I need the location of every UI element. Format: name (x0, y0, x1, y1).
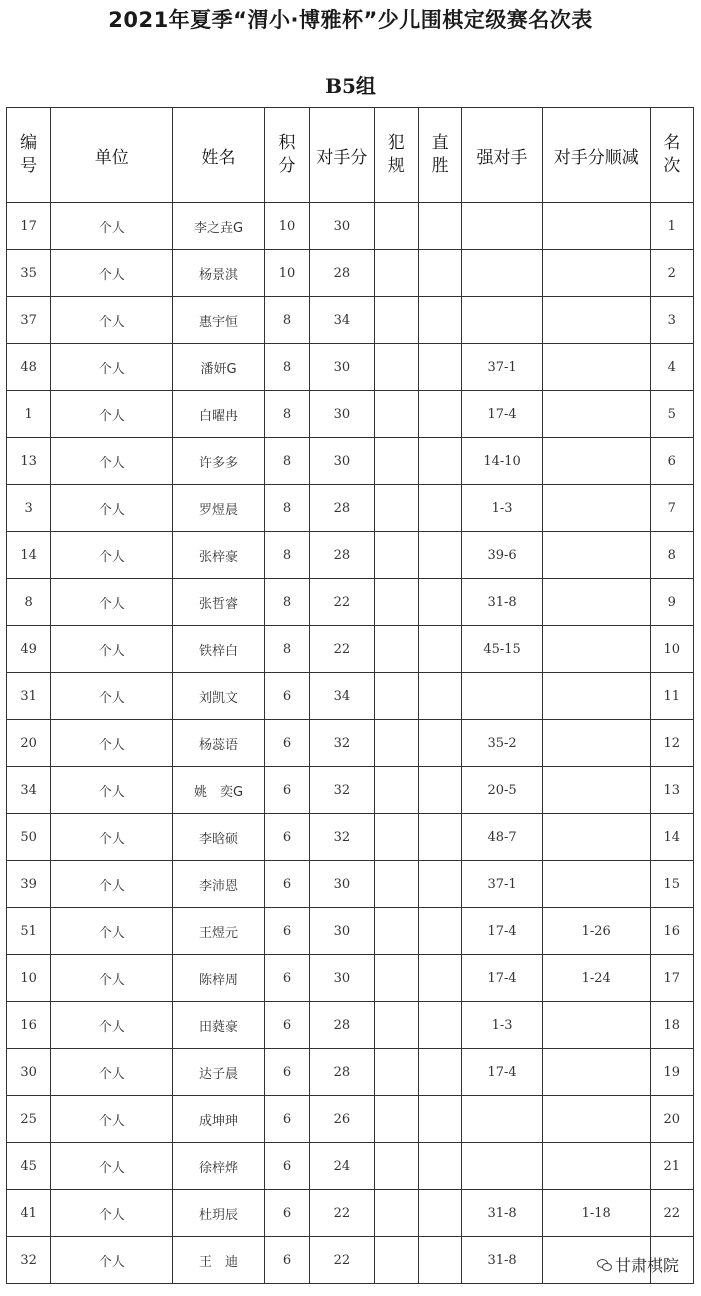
cell-no: 13 (7, 438, 51, 485)
cell-score: 6 (264, 1096, 309, 1143)
cell-direct-win (418, 344, 461, 391)
cell-direct-win (418, 1143, 461, 1190)
cell-name: 白曜冉 (173, 391, 265, 438)
cell-rank: 20 (650, 1096, 693, 1143)
cell-no: 34 (7, 767, 51, 814)
table-row (7, 1143, 694, 1190)
watermark (597, 1253, 679, 1276)
cell-strong-opp: 17-4 (462, 955, 543, 1002)
cell-unit: 个人 (51, 1096, 173, 1143)
cell-score: 6 (264, 1143, 309, 1190)
cell-no: 49 (7, 626, 51, 673)
cell-foul (374, 861, 418, 908)
cell-rank: 1 (650, 203, 693, 250)
cell-foul (374, 908, 418, 955)
cell-name: 王煜元 (173, 908, 265, 955)
cell-direct-win (418, 297, 461, 344)
cell-direct-win (418, 908, 461, 955)
cell-opp-score: 22 (310, 579, 374, 626)
cell-direct-win (418, 579, 461, 626)
cell-rank: 22 (650, 1190, 693, 1237)
cell-foul (374, 767, 418, 814)
cell-opp-seq (542, 438, 650, 485)
cell-foul (374, 438, 418, 485)
cell-name: 惠宇恒 (173, 297, 265, 344)
table-row (7, 1049, 694, 1096)
cell-strong-opp (462, 297, 543, 344)
cell-rank: 11 (650, 673, 693, 720)
table-row (7, 579, 694, 626)
table-row (7, 673, 694, 720)
cell-foul (374, 814, 418, 861)
cell-score: 6 (264, 1049, 309, 1096)
cell-strong-opp: 20-5 (462, 767, 543, 814)
cell-no: 3 (7, 485, 51, 532)
cell-unit: 个人 (51, 1002, 173, 1049)
cell-score: 6 (264, 814, 309, 861)
cell-foul (374, 203, 418, 250)
cell-name: 张梓豪 (173, 532, 265, 579)
header-direct-win: 直 胜 (418, 108, 461, 203)
cell-score: 8 (264, 532, 309, 579)
table-row (7, 720, 694, 767)
cell-name: 李晗硕 (173, 814, 265, 861)
cell-opp-score: 34 (310, 673, 374, 720)
cell-opp-seq (542, 344, 650, 391)
cell-score: 6 (264, 673, 309, 720)
cell-no: 50 (7, 814, 51, 861)
table-row (7, 344, 694, 391)
cell-foul (374, 1096, 418, 1143)
table-row (7, 955, 694, 1002)
cell-no: 25 (7, 1096, 51, 1143)
cell-strong-opp: 31-8 (462, 1190, 543, 1237)
cell-opp-seq (542, 250, 650, 297)
cell-strong-opp: 17-4 (462, 908, 543, 955)
cell-strong-opp: 39-6 (462, 532, 543, 579)
cell-rank: 12 (650, 720, 693, 767)
ranking-table (6, 107, 694, 1284)
cell-opp-seq (542, 1143, 650, 1190)
cell-no: 39 (7, 861, 51, 908)
cell-opp-seq (542, 673, 650, 720)
cell-no: 16 (7, 1002, 51, 1049)
table-row (7, 297, 694, 344)
cell-strong-opp: 1-3 (462, 485, 543, 532)
cell-direct-win (418, 1002, 461, 1049)
cell-opp-score: 24 (310, 1143, 374, 1190)
header-opp-seq: 对手分顺减 (542, 108, 650, 203)
cell-strong-opp: 35-2 (462, 720, 543, 767)
cell-opp-seq (542, 297, 650, 344)
cell-strong-opp: 14-10 (462, 438, 543, 485)
cell-opp-seq (542, 720, 650, 767)
cell-unit: 个人 (51, 250, 173, 297)
cell-direct-win (418, 814, 461, 861)
cell-unit: 个人 (51, 1190, 173, 1237)
cell-no: 35 (7, 250, 51, 297)
cell-unit: 个人 (51, 579, 173, 626)
header-no: 编 号 (7, 108, 51, 203)
cell-score: 10 (264, 203, 309, 250)
cell-strong-opp (462, 673, 543, 720)
cell-score: 6 (264, 908, 309, 955)
cell-unit: 个人 (51, 673, 173, 720)
cell-opp-score: 30 (310, 344, 374, 391)
cell-opp-seq: 1-24 (542, 955, 650, 1002)
cell-rank: 5 (650, 391, 693, 438)
cell-rank: 8 (650, 532, 693, 579)
cell-strong-opp: 45-15 (462, 626, 543, 673)
cell-name: 田蕤豪 (173, 1002, 265, 1049)
cell-name: 李之垚G (173, 203, 265, 250)
cell-name: 成坤珅 (173, 1096, 265, 1143)
cell-opp-seq (542, 1096, 650, 1143)
cell-foul (374, 1237, 418, 1284)
header-unit: 单位 (51, 108, 173, 203)
header-opp-score: 对手分 (310, 108, 374, 203)
cell-strong-opp (462, 250, 543, 297)
cell-name: 徐梓烨 (173, 1143, 265, 1190)
cell-opp-score: 28 (310, 1002, 374, 1049)
cell-name: 王 迪 (173, 1237, 265, 1284)
header-rank: 名 次 (650, 108, 693, 203)
cell-opp-score: 34 (310, 297, 374, 344)
cell-foul (374, 720, 418, 767)
cell-direct-win (418, 861, 461, 908)
cell-foul (374, 485, 418, 532)
cell-opp-score: 32 (310, 767, 374, 814)
group-title: B5组 (325, 74, 376, 98)
cell-opp-score: 32 (310, 720, 374, 767)
table-row (7, 532, 694, 579)
cell-opp-seq (542, 579, 650, 626)
cell-opp-score: 28 (310, 485, 374, 532)
cell-score: 8 (264, 626, 309, 673)
cell-opp-score: 22 (310, 1190, 374, 1237)
cell-strong-opp: 37-1 (462, 344, 543, 391)
cell-foul (374, 626, 418, 673)
cell-unit: 个人 (51, 861, 173, 908)
cell-unit: 个人 (51, 203, 173, 250)
cell-name: 许多多 (173, 438, 265, 485)
wechat-icon (597, 1259, 611, 1271)
cell-name: 铁梓白 (173, 626, 265, 673)
cell-foul (374, 344, 418, 391)
cell-unit: 个人 (51, 344, 173, 391)
cell-opp-seq: 1-18 (542, 1190, 650, 1237)
cell-direct-win (418, 1096, 461, 1143)
table-row (7, 1002, 694, 1049)
table-row (7, 391, 694, 438)
cell-direct-win (418, 203, 461, 250)
cell-rank: 6 (650, 438, 693, 485)
cell-rank: 4 (650, 344, 693, 391)
cell-opp-seq (542, 203, 650, 250)
cell-opp-seq (542, 814, 650, 861)
cell-opp-seq (542, 1002, 650, 1049)
cell-score: 6 (264, 1190, 309, 1237)
cell-score: 8 (264, 391, 309, 438)
cell-unit: 个人 (51, 955, 173, 1002)
cell-foul (374, 1190, 418, 1237)
cell-direct-win (418, 720, 461, 767)
cell-rank: 10 (650, 626, 693, 673)
cell-name: 杨景淇 (173, 250, 265, 297)
cell-opp-score: 22 (310, 1237, 374, 1284)
cell-opp-score: 22 (310, 626, 374, 673)
cell-score: 8 (264, 438, 309, 485)
cell-unit: 个人 (51, 1237, 173, 1284)
cell-foul (374, 1143, 418, 1190)
cell-score: 6 (264, 1237, 309, 1284)
cell-opp-score: 30 (310, 861, 374, 908)
cell-unit: 个人 (51, 720, 173, 767)
cell-rank: 16 (650, 908, 693, 955)
cell-direct-win (418, 391, 461, 438)
cell-no: 20 (7, 720, 51, 767)
cell-score: 8 (264, 485, 309, 532)
cell-opp-score: 30 (310, 438, 374, 485)
cell-opp-score: 30 (310, 203, 374, 250)
cell-no: 8 (7, 579, 51, 626)
cell-opp-score: 30 (310, 391, 374, 438)
cell-strong-opp: 1-3 (462, 1002, 543, 1049)
cell-unit: 个人 (51, 532, 173, 579)
cell-foul (374, 579, 418, 626)
table-row (7, 438, 694, 485)
cell-strong-opp: 31-8 (462, 579, 543, 626)
cell-name: 姚 奕G (173, 767, 265, 814)
cell-no: 1 (7, 391, 51, 438)
header-strong-opp: 强对手 (462, 108, 543, 203)
cell-opp-seq (542, 391, 650, 438)
cell-unit: 个人 (51, 297, 173, 344)
cell-opp-score: 28 (310, 532, 374, 579)
cell-name: 杨蕊语 (173, 720, 265, 767)
cell-rank: 13 (650, 767, 693, 814)
cell-name: 陈梓周 (173, 955, 265, 1002)
cell-no: 37 (7, 297, 51, 344)
cell-opp-score: 26 (310, 1096, 374, 1143)
cell-rank: 17 (650, 955, 693, 1002)
cell-opp-score: 30 (310, 908, 374, 955)
cell-strong-opp: 37-1 (462, 861, 543, 908)
cell-opp-seq (542, 626, 650, 673)
cell-score: 8 (264, 579, 309, 626)
header-name: 姓名 (173, 108, 265, 203)
table-row (7, 908, 694, 955)
cell-direct-win (418, 485, 461, 532)
cell-foul (374, 1002, 418, 1049)
cell-name: 张哲睿 (173, 579, 265, 626)
cell-score: 8 (264, 344, 309, 391)
cell-opp-score: 32 (310, 814, 374, 861)
cell-score: 6 (264, 767, 309, 814)
cell-score: 10 (264, 250, 309, 297)
table-row (7, 861, 694, 908)
cell-unit: 个人 (51, 391, 173, 438)
cell-direct-win (418, 532, 461, 579)
cell-score: 6 (264, 955, 309, 1002)
cell-no: 41 (7, 1190, 51, 1237)
cell-rank: 7 (650, 485, 693, 532)
cell-rank: 3 (650, 297, 693, 344)
cell-no: 30 (7, 1049, 51, 1096)
cell-direct-win (418, 1190, 461, 1237)
watermark-text: 甘肃棋院 (614, 1256, 679, 1275)
cell-no: 48 (7, 344, 51, 391)
cell-strong-opp: 48-7 (462, 814, 543, 861)
cell-name: 刘凯文 (173, 673, 265, 720)
cell-score: 6 (264, 1002, 309, 1049)
cell-foul (374, 1049, 418, 1096)
cell-unit: 个人 (51, 814, 173, 861)
cell-opp-score: 30 (310, 955, 374, 1002)
cell-rank: 18 (650, 1002, 693, 1049)
cell-no: 17 (7, 203, 51, 250)
table-row (7, 250, 694, 297)
cell-opp-seq (542, 1049, 650, 1096)
cell-foul (374, 955, 418, 1002)
table-row (7, 814, 694, 861)
table-row (7, 1237, 694, 1284)
cell-no: 14 (7, 532, 51, 579)
table-row (7, 485, 694, 532)
cell-name: 杜玥辰 (173, 1190, 265, 1237)
cell-unit: 个人 (51, 908, 173, 955)
cell-unit: 个人 (51, 626, 173, 673)
cell-name: 罗煜晨 (173, 485, 265, 532)
header-score: 积 分 (264, 108, 309, 203)
cell-rank: 19 (650, 1049, 693, 1096)
cell-foul (374, 391, 418, 438)
cell-opp-seq (542, 485, 650, 532)
cell-foul (374, 250, 418, 297)
cell-score: 6 (264, 861, 309, 908)
cell-direct-win (418, 626, 461, 673)
cell-unit: 个人 (51, 1143, 173, 1190)
cell-rank: 2 (650, 250, 693, 297)
table-header-row (7, 108, 694, 203)
cell-opp-seq (542, 861, 650, 908)
cell-opp-seq (542, 767, 650, 814)
table-row (7, 767, 694, 814)
cell-rank: 21 (650, 1143, 693, 1190)
cell-name: 潘妍G (173, 344, 265, 391)
cell-direct-win (418, 250, 461, 297)
cell-opp-score: 28 (310, 1049, 374, 1096)
cell-direct-win (418, 955, 461, 1002)
cell-unit: 个人 (51, 485, 173, 532)
cell-direct-win (418, 1049, 461, 1096)
cell-strong-opp (462, 1143, 543, 1190)
cell-score: 6 (264, 720, 309, 767)
cell-opp-score: 28 (310, 250, 374, 297)
table-row (7, 1096, 694, 1143)
cell-foul (374, 673, 418, 720)
cell-rank: 9 (650, 579, 693, 626)
cell-name: 达子晨 (173, 1049, 265, 1096)
cell-no: 45 (7, 1143, 51, 1190)
cell-direct-win (418, 767, 461, 814)
cell-opp-seq: 1-26 (542, 908, 650, 955)
table-row (7, 203, 694, 250)
cell-direct-win (418, 438, 461, 485)
cell-unit: 个人 (51, 438, 173, 485)
cell-no: 31 (7, 673, 51, 720)
cell-strong-opp (462, 1096, 543, 1143)
cell-direct-win (418, 673, 461, 720)
cell-strong-opp (462, 203, 543, 250)
table-row (7, 626, 694, 673)
cell-score: 8 (264, 297, 309, 344)
cell-foul (374, 532, 418, 579)
cell-rank: 15 (650, 861, 693, 908)
cell-unit: 个人 (51, 1049, 173, 1096)
cell-unit: 个人 (51, 767, 173, 814)
page-title: 2021年夏季“渭小·博雅杯”少儿围棋定级赛名次表 (108, 8, 593, 32)
header-foul: 犯 规 (374, 108, 418, 203)
table-row (7, 1190, 694, 1237)
cell-name: 李沛恩 (173, 861, 265, 908)
cell-strong-opp: 31-8 (462, 1237, 543, 1284)
cell-strong-opp: 17-4 (462, 1049, 543, 1096)
cell-foul (374, 297, 418, 344)
cell-no: 51 (7, 908, 51, 955)
cell-no: 32 (7, 1237, 51, 1284)
cell-strong-opp: 17-4 (462, 391, 543, 438)
cell-opp-seq (542, 532, 650, 579)
cell-rank: 14 (650, 814, 693, 861)
cell-direct-win (418, 1237, 461, 1284)
cell-no: 10 (7, 955, 51, 1002)
